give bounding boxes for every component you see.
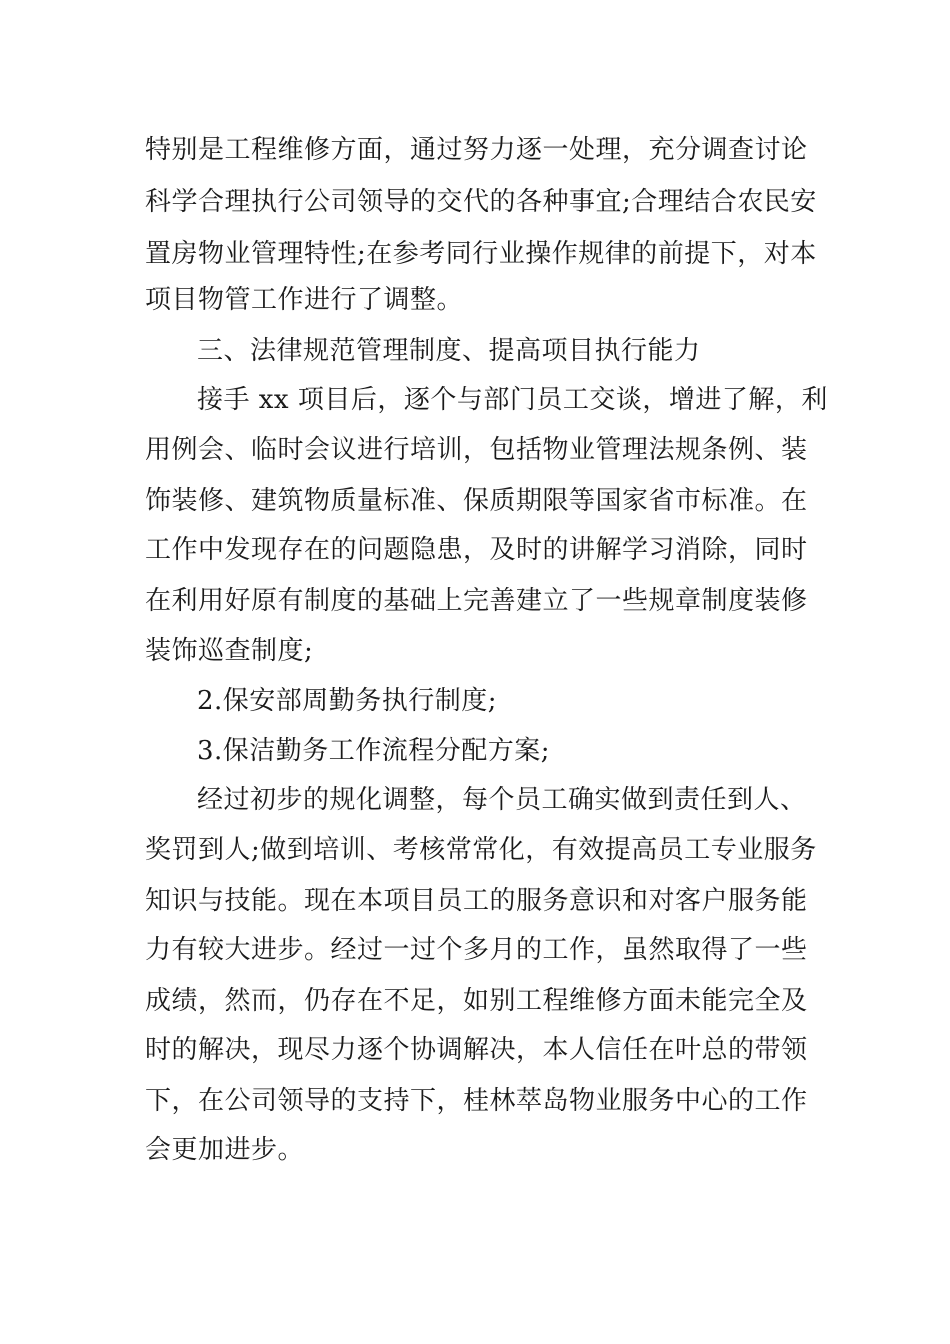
paragraph-line: 在利用好原有制度的基础上完善建立了一些规章制度装修 (145, 586, 808, 616)
paragraph-line: 科学合理执行公司领导的交代的各种事宜;合理结合农民安 (145, 187, 817, 217)
paragraph-line: 下，在公司领导的支持下，桂林萃岛物业服务中心的工作 (145, 1086, 808, 1116)
paragraph-line: 成绩，然而，仍存在不足，如别工程维修方面未能完全及 (145, 986, 808, 1016)
paragraph-line: 项目物管工作进行了调整。 (145, 285, 464, 315)
paragraph-line: 时的解决，现尽力逐个协调解决，本人信任在叶总的带领 (145, 1035, 808, 1065)
list-item: 2.保安部周勤务执行制度; (197, 686, 498, 716)
paragraph-line: 接手 xx 项目后，逐个与部门员工交谈，增进了解，利 (197, 385, 828, 415)
paragraph-line: 装饰巡查制度; (145, 636, 314, 666)
paragraph-line: 知识与技能。现在本项目员工的服务意识和对客户服务能 (145, 886, 808, 916)
section-heading: 三、法律规范管理制度、提高项目执行能力 (197, 336, 701, 366)
paragraph-line: 饰装修、建筑物质量标准、保质期限等国家省市标准。在 (145, 486, 808, 516)
paragraph-line: 奖罚到人;做到培训、考核常常化，有效提高员工专业服务 (145, 835, 817, 865)
paragraph-line: 力有较大进步。经过一过个多月的工作，虽然取得了一些 (145, 935, 808, 965)
paragraph-line: 置房物业管理特性;在参考同行业操作规律的前提下，对本 (145, 239, 817, 269)
paragraph-line: 经过初步的规化调整，每个员工确实做到责任到人、 (197, 785, 807, 815)
paragraph-line: 特别是工程维修方面，通过努力逐一处理，充分调查讨论 (145, 135, 808, 165)
paragraph-line: 工作中发现存在的问题隐患，及时的讲解学习消除，同时 (145, 535, 808, 565)
paragraph-line: 会更加进步。 (145, 1135, 305, 1165)
paragraph-line: 用例会、临时会议进行培训，包括物业管理法规条例、装 (145, 435, 808, 465)
list-item: 3.保洁勤务工作流程分配方案; (197, 736, 551, 766)
